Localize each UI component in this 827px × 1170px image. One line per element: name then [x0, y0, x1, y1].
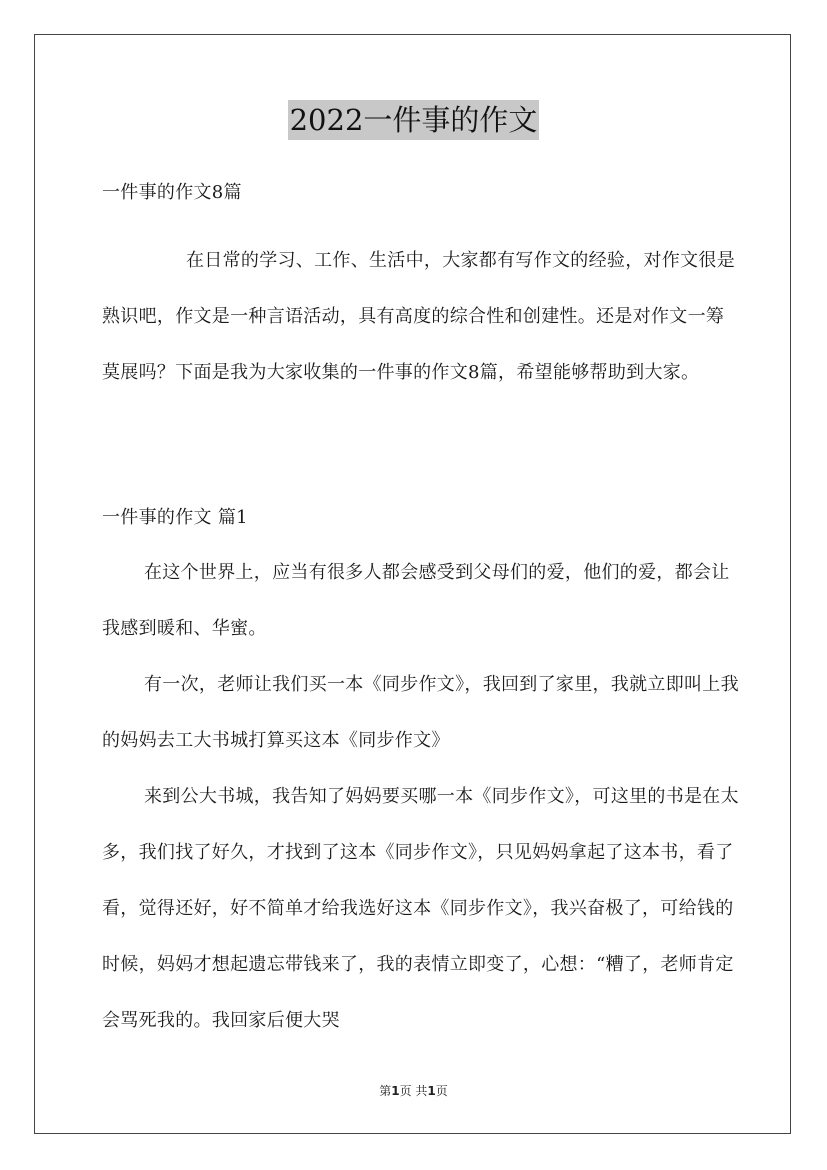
- paragraph-1: 在这个世界上，应当有很多人都会感受到父母们的爱，他们的爱，都会让我感到暖和、华蜜。: [102, 562, 730, 639]
- footer-total-pages: 1: [427, 1084, 436, 1098]
- title-container: [0, 100, 827, 140]
- intro-paragraph: [102, 233, 742, 401]
- section-heading: 一件事的作文 篇1: [102, 507, 248, 528]
- footer-suffix: 页: [435, 1084, 448, 1098]
- paragraph-3: 来到公大书城，我告知了妈妈要买哪一本《同步作文》，可这里的书是在太多，我们找了好久，才找到了这本《同步作文》，只见妈妈拿起了这本书，看了看，觉得还好，好不简单才给我选好这本《同步作文》，我兴奋极了，可给钱的时候，妈妈才想起遗忘带钱来了，我的表情立即变了，心想：“糟了，老师肯定会骂死我的。我回家后便大哭: [102, 786, 739, 1031]
- intro-text: 在日常的学习、工作、生活中，大家都有写作文的经验，对作文很是熟识吧，作文是一种言语活动，具有高度的综合性和创建性。还是对作文一筹莫展吗？下面是我为大家收集的一件事的作文8篇，希望能够帮助到大家。: [102, 250, 735, 383]
- paragraph-2: 有一次，老师让我们买一本《同步作文》，我回到了家里，我就立即叫上我的妈妈去工大书城打算买这本《同步作文》: [102, 674, 739, 751]
- body-paragraphs: [102, 545, 742, 1049]
- footer-page-number: 1: [391, 1084, 400, 1098]
- page-footer: [0, 1082, 827, 1099]
- footer-mid: 页 共: [399, 1084, 428, 1098]
- document-title: 2022一件事的作文: [288, 100, 540, 140]
- footer-prefix: 第: [379, 1084, 392, 1098]
- document-subtitle: 一件事的作文8篇: [102, 182, 242, 203]
